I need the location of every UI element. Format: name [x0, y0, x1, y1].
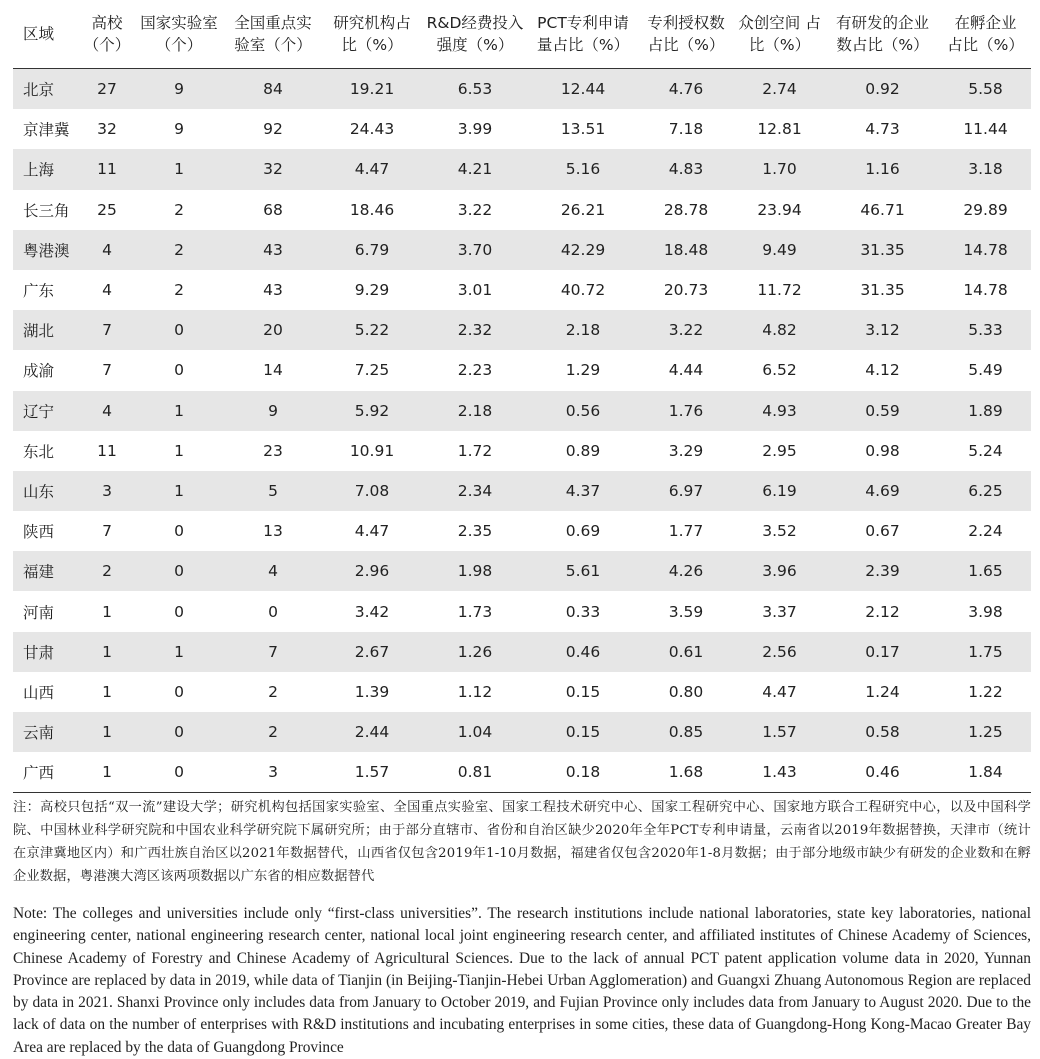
value-cell: 0: [174, 522, 184, 541]
header-cell: PCT专利申请 量占比（%）: [528, 0, 638, 69]
value-cell: 4.76: [638, 69, 734, 110]
value-cell: 2: [80, 551, 134, 591]
header-cell: 有研发的企业 数占比（%）: [825, 0, 940, 69]
table-row: [13, 511, 1031, 551]
table-row: [13, 712, 1031, 752]
value-cell: 4.82: [734, 310, 825, 350]
value-cell: 4.37: [528, 471, 638, 511]
value-cell: 2.18: [528, 310, 638, 350]
region-cell: 京津冀: [23, 121, 70, 140]
value-cell: 6.19: [734, 471, 825, 511]
value-cell: 6.79: [322, 230, 422, 270]
value-cell: 1: [80, 712, 134, 752]
value-cell: 4.44: [668, 361, 704, 380]
value-cell: 1.12: [457, 682, 493, 701]
value-cell: 2.67: [322, 632, 422, 672]
header-cell: 研究机构占 比（%）: [322, 0, 422, 69]
value-cell: 2.74: [734, 69, 825, 110]
table-row: [13, 632, 1031, 672]
value-cell: 1.73: [457, 602, 493, 621]
value-cell: 2.56: [734, 632, 825, 672]
region-cell: 山西: [23, 683, 55, 702]
region-cell: 陕西: [23, 523, 55, 542]
value-cell: 3.18: [940, 149, 1031, 189]
value-cell: 3.22: [638, 310, 734, 350]
value-cell: 7.18: [668, 120, 704, 139]
table-body: [13, 69, 1031, 793]
value-cell: 23: [263, 441, 283, 460]
value-cell: 1.57: [734, 712, 825, 752]
value-cell: 5: [224, 471, 322, 511]
value-cell: 5.58: [940, 69, 1031, 110]
value-cell: 9.49: [734, 230, 825, 270]
table-row: [13, 230, 1031, 270]
value-cell: 4.26: [638, 551, 734, 591]
region-cell: 湖北: [13, 310, 80, 350]
value-cell: 2: [268, 682, 278, 701]
value-cell: 3.42: [354, 602, 390, 621]
table-row: [13, 149, 1031, 189]
table-row: [13, 270, 1031, 310]
value-cell: 0.46: [825, 752, 940, 793]
value-cell: 7: [102, 522, 112, 541]
value-cell: 0: [134, 551, 224, 591]
value-cell: 32: [97, 120, 117, 139]
region-cell: 山东: [13, 471, 80, 511]
value-cell: 4: [224, 551, 322, 591]
value-cell: 14.78: [963, 281, 1008, 300]
value-cell: 1: [134, 391, 224, 431]
value-cell: 0.67: [865, 522, 900, 541]
table-row: [13, 69, 1031, 110]
region-cell: 粤港澳: [13, 230, 80, 270]
value-cell: 40.72: [560, 281, 606, 300]
value-cell: 0: [134, 310, 224, 350]
value-cell: 26.21: [560, 200, 606, 219]
value-cell: 12.44: [528, 69, 638, 110]
value-cell: 28.78: [663, 200, 709, 219]
value-cell: 0.56: [528, 391, 638, 431]
value-cell: 1.65: [940, 551, 1031, 591]
table-row: [13, 752, 1031, 793]
value-cell: 1: [80, 632, 134, 672]
value-cell: 3.52: [762, 522, 797, 541]
value-cell: 20.73: [663, 281, 709, 300]
value-cell: 0.85: [638, 712, 734, 752]
value-cell: 0.69: [565, 522, 601, 541]
value-cell: 68: [263, 200, 283, 219]
value-cell: 0: [134, 712, 224, 752]
value-cell: 19.21: [322, 69, 422, 110]
value-cell: 11: [97, 441, 117, 460]
value-cell: 2.95: [762, 441, 797, 460]
value-cell: 4.12: [865, 361, 900, 380]
value-cell: 29.89: [963, 200, 1008, 219]
value-cell: 5.16: [528, 149, 638, 189]
value-cell: 11.44: [963, 120, 1008, 139]
value-cell: 42.29: [528, 230, 638, 270]
value-cell: 43: [263, 281, 283, 300]
region-cell: 河南: [23, 603, 55, 622]
value-cell: 0: [268, 602, 278, 621]
value-cell: 4.93: [734, 391, 825, 431]
value-cell: 1.16: [825, 149, 940, 189]
value-cell: 3.01: [457, 281, 493, 300]
value-cell: 7: [102, 361, 112, 380]
value-cell: 3.70: [422, 230, 528, 270]
value-cell: 0.59: [825, 391, 940, 431]
header-cell: 区域: [13, 0, 80, 69]
value-cell: 4: [80, 230, 134, 270]
value-cell: 9: [134, 69, 224, 110]
region-cell: 上海: [13, 149, 80, 189]
value-cell: 2.12: [865, 602, 900, 621]
value-cell: 6.97: [638, 471, 734, 511]
value-cell: 2.32: [422, 310, 528, 350]
value-cell: 1.39: [354, 682, 390, 701]
value-cell: 4.47: [762, 682, 797, 701]
note-chinese: 注：高校只包括“双一流”建设大学；研究机构包括国家实验室、全国重点实验室、国家工程技术研究中心、国家工程研究中心、国家地方联合工程研究中心，以及中国科学院、中国林业科学研究院和中国农业科学研究院下属研究所；由于部分直辖市、省份和自治区缺少2020年全年PCT专利申请量，云南省以2019年数据替换，天津市（统计在京津冀地区内）和广西壮族自治区以2021年数据替代，山西省仅包含2019年1-10月数据，福建省仅包含2020年1-8月数据；由于部分地级市缺少有研发的企业数和在孵企业数据，粤港澳大湾区该两项数据以广东省的相应数据替代: [13, 800, 1032, 884]
region-cell: 辽宁: [13, 391, 80, 431]
value-cell: 2.35: [457, 522, 493, 541]
region-cell: 广东: [23, 282, 55, 301]
table-row: [13, 551, 1031, 591]
value-cell: 4.69: [825, 471, 940, 511]
header-cell: 高校 （个）: [80, 0, 134, 69]
value-cell: 0.89: [565, 441, 601, 460]
value-cell: 2: [174, 200, 184, 219]
value-cell: 2.39: [825, 551, 940, 591]
value-cell: 6.25: [940, 471, 1031, 511]
header-cell: 在孵企业 占比（%）: [940, 0, 1031, 69]
value-cell: 14.78: [940, 230, 1031, 270]
table-row: [13, 431, 1031, 471]
value-cell: 3: [224, 752, 322, 793]
value-cell: 20: [224, 310, 322, 350]
value-cell: 18.46: [349, 200, 395, 219]
region-cell: 福建: [13, 551, 80, 591]
value-cell: 2: [224, 712, 322, 752]
value-cell: 3.59: [668, 602, 704, 621]
value-cell: 7: [80, 310, 134, 350]
value-cell: 4.21: [422, 149, 528, 189]
region-cell: 北京: [13, 69, 80, 110]
value-cell: 6.53: [422, 69, 528, 110]
value-cell: 18.48: [638, 230, 734, 270]
value-cell: 1.89: [940, 391, 1031, 431]
value-cell: 43: [224, 230, 322, 270]
table-row: [13, 391, 1031, 431]
value-cell: 1.24: [865, 682, 900, 701]
value-cell: 4.83: [638, 149, 734, 189]
table-row: [13, 109, 1031, 149]
value-cell: 2.18: [422, 391, 528, 431]
value-cell: 11: [80, 149, 134, 189]
value-cell: 1.22: [968, 682, 1003, 701]
table-row: [13, 310, 1031, 350]
value-cell: 1.77: [668, 522, 704, 541]
value-cell: 0.15: [528, 712, 638, 752]
value-cell: 1.75: [940, 632, 1031, 672]
value-cell: 5.49: [968, 361, 1003, 380]
value-cell: 13.51: [560, 120, 606, 139]
value-cell: 3.96: [734, 551, 825, 591]
value-cell: 0: [174, 361, 184, 380]
value-cell: 1.04: [422, 712, 528, 752]
value-cell: 11.72: [757, 281, 802, 300]
value-cell: 9: [174, 120, 184, 139]
value-cell: 1.70: [734, 149, 825, 189]
header-row: [13, 0, 1031, 69]
value-cell: 1.26: [422, 632, 528, 672]
value-cell: 2.96: [322, 551, 422, 591]
value-cell: 3.98: [968, 602, 1003, 621]
value-cell: 0: [174, 682, 184, 701]
region-cell: 云南: [13, 712, 80, 752]
value-cell: 3.29: [668, 441, 704, 460]
region-cell: 甘肃: [13, 632, 80, 672]
value-cell: 1.57: [322, 752, 422, 793]
value-cell: 1: [134, 632, 224, 672]
value-cell: 92: [263, 120, 283, 139]
value-cell: 0.92: [825, 69, 940, 110]
value-cell: 2: [134, 230, 224, 270]
value-cell: 25: [97, 200, 117, 219]
value-cell: 4: [80, 391, 134, 431]
value-cell: 0.80: [668, 682, 704, 701]
value-cell: 1: [102, 602, 112, 621]
header-cell: 众创空间 占 比（%）: [734, 0, 825, 69]
table-row: [13, 591, 1031, 631]
value-cell: 1.68: [638, 752, 734, 793]
region-cell: 长三角: [23, 201, 70, 220]
value-cell: 2.44: [322, 712, 422, 752]
value-cell: 31.35: [825, 230, 940, 270]
value-cell: 3.12: [825, 310, 940, 350]
region-cell: 成渝: [23, 362, 55, 381]
value-cell: 7: [224, 632, 322, 672]
value-cell: 14: [263, 361, 283, 380]
value-cell: 1.72: [457, 441, 493, 460]
header-cell: R&D经费投入 强度（%）: [422, 0, 528, 69]
value-cell: 2.34: [422, 471, 528, 511]
value-cell: 4.47: [354, 522, 390, 541]
value-cell: 5.61: [528, 551, 638, 591]
header-cell: 国家实验室 （个）: [134, 0, 224, 69]
value-cell: 24.43: [349, 120, 395, 139]
value-cell: 0.17: [825, 632, 940, 672]
value-cell: 46.71: [860, 200, 905, 219]
value-cell: 0.15: [565, 682, 601, 701]
value-cell: 7.08: [322, 471, 422, 511]
value-cell: 5.33: [940, 310, 1031, 350]
value-cell: 12.81: [757, 120, 802, 139]
value-cell: 23.94: [757, 200, 802, 219]
value-cell: 0.33: [565, 602, 601, 621]
value-cell: 4.73: [865, 120, 900, 139]
value-cell: 4: [102, 281, 112, 300]
value-cell: 0.58: [825, 712, 940, 752]
value-cell: 0.81: [422, 752, 528, 793]
value-cell: 1: [134, 471, 224, 511]
value-cell: 1: [174, 441, 184, 460]
value-cell: 31.35: [860, 281, 905, 300]
value-cell: 1: [102, 682, 112, 701]
value-cell: 13: [263, 522, 283, 541]
value-cell: 84: [224, 69, 322, 110]
value-cell: 9: [224, 391, 322, 431]
value-cell: 3.22: [457, 200, 493, 219]
header-cell: 全国重点实 验室（个）: [224, 0, 322, 69]
value-cell: 3.99: [457, 120, 493, 139]
note-english: Note: The colleges and universities include only “first-class universities”. The research institutions include national laboratories, state key laboratories, national engineering center, national engineering research center, national local joint engineering research center, and affiliated institutes of Chinese Academy of Sciences, Chinese Academy of Forestry and Chinese Academy of Agricultural Sciences. Due to the lack of annual PCT patent application volume data in 2020, Yunnan Province are replaced by data in 2019, while data of Tianjin (in Beijing-Tianjin-Hebei Urban Agglomeration) and Guangxi Zhuang Autonomous Region are replaced by data in 2021. Shanxi Province only includes data from January to October 2019, and Fujian Province only includes data from January to August 2020. Due to the lack of data on the number of enterprises with R&D institutions and incubating enterprises in some cities, these data of Guangdong-Hong Kong-Macao Greater Bay Area are replaced by the data of Guangdong Province: [13, 905, 1031, 1056]
value-cell: 0.61: [638, 632, 734, 672]
value-cell: 9.29: [354, 281, 390, 300]
value-cell: 1.29: [565, 361, 601, 380]
value-cell: 2.23: [457, 361, 493, 380]
regional-innovation-table: [13, 0, 1031, 793]
region-cell: 广西: [13, 752, 80, 793]
value-cell: 1.76: [638, 391, 734, 431]
value-cell: 0: [134, 752, 224, 793]
value-cell: 0.46: [528, 632, 638, 672]
value-cell: 32: [224, 149, 322, 189]
value-cell: 27: [80, 69, 134, 110]
value-cell: 1.25: [940, 712, 1031, 752]
table-row: [13, 471, 1031, 511]
value-cell: 3.37: [762, 602, 797, 621]
value-cell: 0.98: [865, 441, 900, 460]
value-cell: 5.24: [968, 441, 1003, 460]
value-cell: 2.24: [968, 522, 1003, 541]
table-row: [13, 350, 1031, 390]
region-cell: 东北: [23, 442, 55, 461]
value-cell: 1.84: [940, 752, 1031, 793]
value-cell: 10.91: [349, 441, 395, 460]
header-cell: 专利授权数 占比（%）: [638, 0, 734, 69]
value-cell: 0.18: [528, 752, 638, 793]
value-cell: 7.25: [354, 361, 390, 380]
table-row: [13, 672, 1031, 712]
value-cell: 4.47: [322, 149, 422, 189]
value-cell: 2: [174, 281, 184, 300]
value-cell: 5.22: [322, 310, 422, 350]
value-cell: 0: [174, 602, 184, 621]
value-cell: 1: [80, 752, 134, 793]
value-cell: 5.92: [322, 391, 422, 431]
value-cell: 1.98: [422, 551, 528, 591]
value-cell: 1.43: [734, 752, 825, 793]
value-cell: 6.52: [762, 361, 797, 380]
value-cell: 1: [134, 149, 224, 189]
value-cell: 3: [80, 471, 134, 511]
table-row: [13, 190, 1031, 230]
